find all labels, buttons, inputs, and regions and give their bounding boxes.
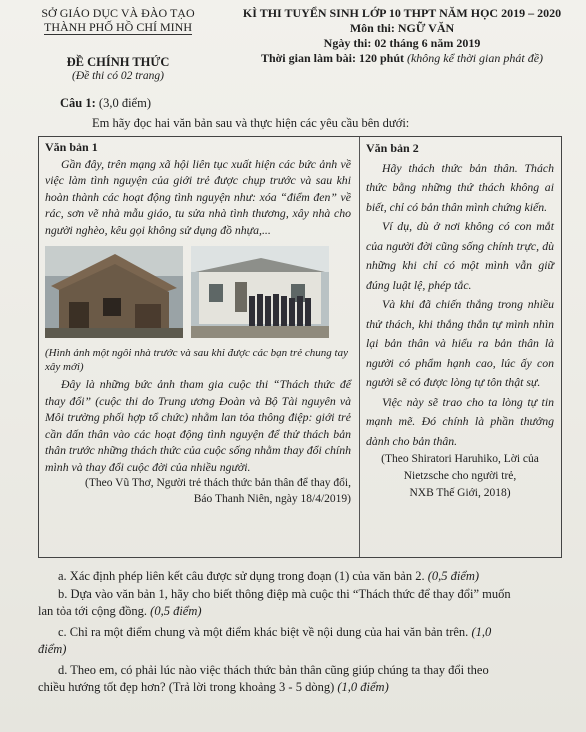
- text1-para2: Đây là những bức ảnh tham gia cuộc thi “Thách thức để thay đổi” (cuộc thi do Trung ương Đoàn và Bộ Tài nguyên và Môi trường phối hợp tổ chức) nhằm lan tỏa thông điệp: giới trẻ cần dấn thân vào các hoạt động tình nguyện để thử thách bản thân trước những thách thức của cuộc sống nhằm thay đổi chính mình và thay đổi cuộc đời của nhiều người.: [45, 377, 351, 474]
- exam-title: KÌ THI TUYỂN SINH LỚP 10 THPT NĂM HỌC 2019 – 2020: [242, 6, 562, 20]
- question-intro: Em hãy đọc hai văn bản sau và thực hiện các yêu cầu bên dưới:: [92, 116, 410, 130]
- text2-para2: Ví dụ, dù ở nơi không có con mắt của người đời cũng sống chính trực, dù những khi chỉ có một mình vẫn giữ đúng luật lệ, phép tắc.: [366, 219, 554, 292]
- text1-column: [45, 139, 351, 507]
- subject: Môn thi: NGỮ VĂN: [349, 21, 455, 35]
- text2-para4: Việc này sẽ trao cho ta lòng tự tin mạnh mẽ. Đó chính là phần thưởng dành cho bản thân.: [366, 394, 554, 448]
- task-b: b. Dựa vào văn bản 1, hãy cho biết thông điệp mà cuộc thi “Thách thức để thay đổi” muốn lan tỏa tới cộng đồng. (0,5 điểm): [38, 587, 511, 618]
- exam-time: Thời gian làm bài: 120 phút (không kể thời gian phát đề): [260, 51, 544, 65]
- text1-title: Văn bản 1: [45, 140, 98, 154]
- task-c: c. Chỉ ra một điểm chung và một điểm khác biệt về nội dung của hai văn bản trên. (1,0 điểm): [38, 625, 492, 656]
- header-left: [18, 6, 218, 83]
- task-a: a. Xác định phép liên kết câu được sử dụng trong đoạn (1) của văn bản 2. (0,5 điểm): [58, 569, 480, 583]
- task-d: d. Theo em, có phải lúc nào việc thách thức bản thân cũng giúp chúng ta thay đổi theo chiều hướng tốt đẹp hơn? (Trả lời trong khoảng 3 - 5 dòng) (1,0 điểm): [38, 663, 489, 694]
- column-divider: [359, 137, 360, 557]
- pages-note: (Đề thi có 02 trang): [72, 70, 164, 82]
- header-right: [230, 6, 574, 66]
- text2-source-line2: Nietzsche cho người trẻ,: [403, 470, 517, 482]
- before-house-photo: [45, 246, 183, 338]
- city-name: THÀNH PHỐ HỒ CHÍ MINH: [44, 20, 192, 34]
- text2-column: [366, 139, 554, 502]
- dept-name: SỞ GIÁO DỤC VÀ ĐÀO TẠO: [41, 6, 195, 20]
- official-label: ĐỀ CHÍNH THỨC: [66, 55, 170, 69]
- question-label: Câu 1: (3,0 điểm): [60, 96, 151, 110]
- text2-title: Văn bản 2: [366, 141, 419, 155]
- photo-caption: (Hình ảnh một ngôi nhà trước và sau khi được các bạn trẻ chung tay xây mới): [45, 347, 348, 373]
- text1-source-line1: (Theo Vũ Thơ, Người trẻ thách thức bản thân để thay đổi,: [85, 477, 351, 489]
- after-house-photo: [191, 246, 329, 338]
- exam-date: Ngày thi: 02 tháng 6 năm 2019: [323, 36, 481, 50]
- texts-box: [38, 136, 562, 558]
- text1-source-line2: Báo Thanh Niên, ngày 18/4/2019): [193, 493, 351, 505]
- text2-source-line3: NXB Thế Giới, 2018): [409, 487, 511, 499]
- photos: [45, 246, 351, 342]
- text1-para1: Gần đây, trên mạng xã hội liên tục xuất hiện các bức ảnh về việc làm tình nguyện của giới trẻ được chụp trước và sau khi hoàn thành các hoạt động tình nguyện như: xóa “điểm đen” về rác, sơn vẽ nhà mẫu giáo, tu sửa nhà tình thương, xây nhà cho người nghèo, kêu gọi không sử dụng đồ nhựa,...: [45, 156, 351, 237]
- text2-source-line1: (Theo Shiratori Haruhiko, Lời của: [381, 453, 539, 465]
- text2-para3: Và khi đã chiến thắng trong nhiều thử thách, khi thắng thắn tự mình nhìn lại bản thân và hiểu ra bản thân là người có phẩm hạnh cao, lúc ấy con người sẽ có được lòng tự tôn thật sự.: [366, 297, 554, 389]
- text2-para1: Hãy thách thức bản thân. Thách thức bằng những thứ thách không ai biết, chỉ có bản thân mình chứng kiến.: [366, 160, 554, 214]
